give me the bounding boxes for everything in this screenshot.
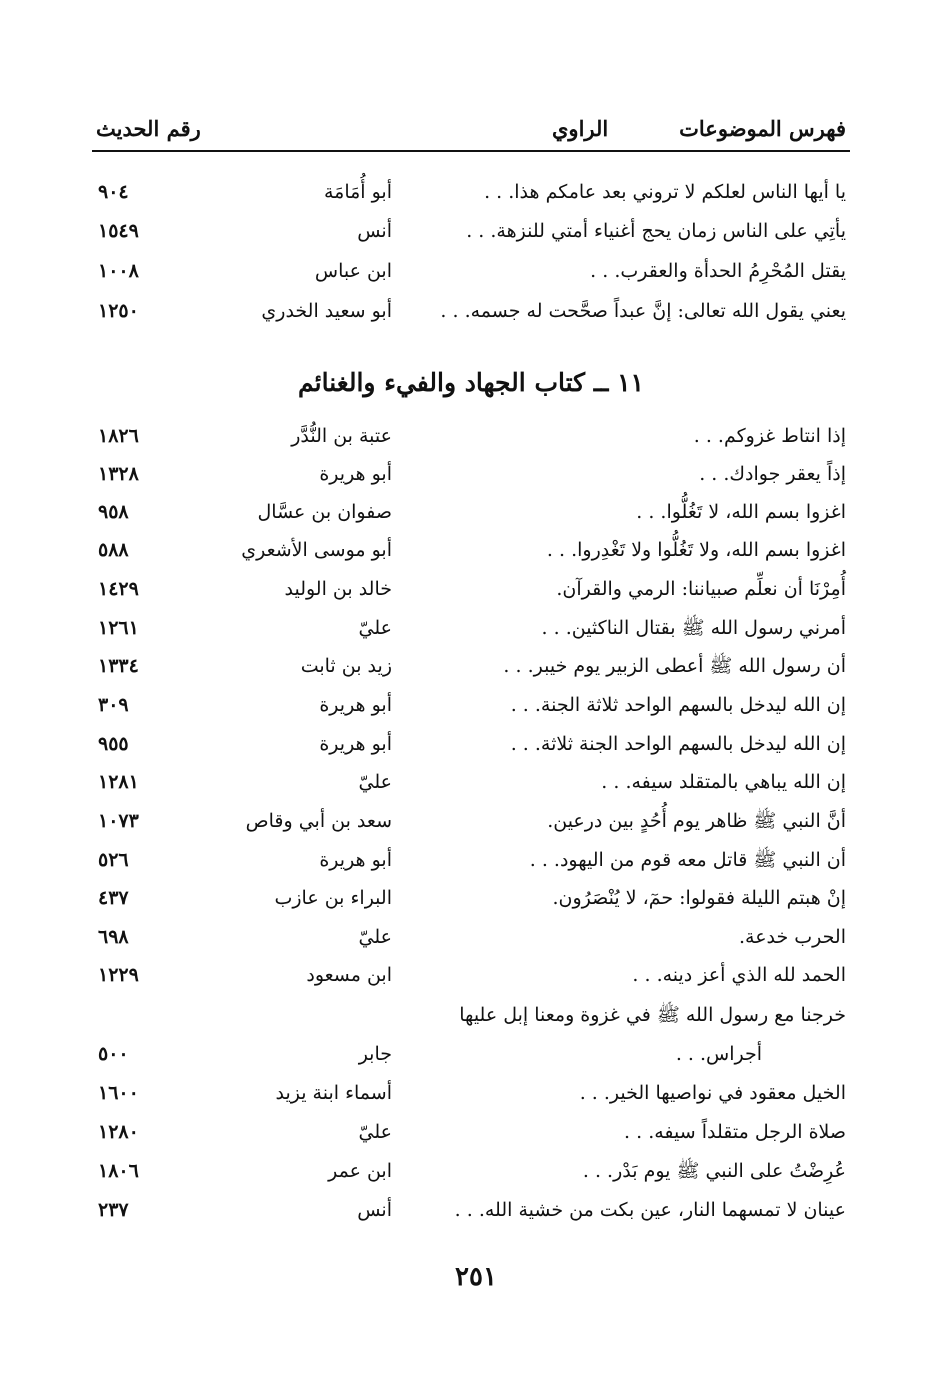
index-entry: [92, 1195, 850, 1231]
index-entry: [92, 296, 850, 332]
entry-text: إنْ هبتم الليلة فقولوا: حمٓ، لا يُنْصَرُون.: [552, 887, 846, 909]
index-header: [92, 108, 850, 152]
entry-narrator: أبو أُمَامَة: [323, 181, 392, 203]
index-entry: [92, 497, 850, 533]
index-entry: [92, 535, 850, 571]
entry-number: ٩٥٨: [98, 501, 129, 523]
section-title: ١١ ــ كتاب الجهاد والفيء والغنائم: [298, 368, 644, 397]
entry-text: إذا انتاط غزوكم. . .: [693, 425, 846, 447]
entry-number: ١٨٠٦: [98, 1160, 139, 1182]
entry-text: يا أيها الناس لعلكم لا تروني بعد عامكم هذا. . .: [484, 181, 846, 203]
entry-narrator: ابن عمر: [328, 1160, 392, 1182]
entry-text: عينان لا تمسهما النار، عين بكت من خشية الله. . .: [454, 1199, 846, 1221]
entry-number: ٦٩٨: [98, 926, 129, 948]
entry-narrator: سعد بن أبي وقاص: [245, 810, 392, 832]
entry-narrator: أبو هريرة: [319, 733, 392, 755]
index-entry: [92, 613, 850, 649]
index-entry: [92, 883, 850, 919]
entry-text: اغزوا بسم الله، لا تَغُلُّوا. . .: [636, 501, 846, 523]
index-entry: [92, 421, 850, 457]
entry-number: ١٠٧٣: [98, 810, 139, 832]
entry-narrator: خالد بن الوليد: [284, 578, 392, 600]
number-column-heading: رقم الحديث: [96, 116, 201, 141]
entry-narrator: أنس: [357, 1199, 392, 1221]
entry-narrator: أبو سعيد الخدري: [261, 300, 392, 322]
entry-number: ١٥٤٩: [98, 220, 139, 242]
entry-number: ١٠٠٨: [98, 260, 139, 282]
entry-narrator: عليّ: [358, 771, 392, 793]
entry-text: اغزوا بسم الله، ولا تَغُلُّوا ولا تَغْدِروا. . .: [546, 539, 846, 561]
entry-number: ١٨٢٦: [98, 425, 139, 447]
entry-text: أُمِرْنَا أن نعلِّم صبياننا: الرمي والقرآن.: [556, 578, 846, 600]
entry-text: يقتل المُحْرِمُ الحدأة والعقرب. . .: [590, 260, 846, 282]
entry-narrator: عليّ: [358, 617, 392, 639]
index-entry: [92, 729, 850, 765]
index-entry: [92, 806, 850, 842]
entry-number: ٤٣٧: [98, 887, 129, 909]
entry-number: ٥٠٠: [98, 1043, 129, 1065]
entry-number: ١٢٦١: [98, 617, 139, 639]
index-entry: [92, 651, 850, 687]
index-entry: [92, 256, 850, 292]
entry-number: ١٤٢٩: [98, 578, 139, 600]
entry-text: إن الله ليدخل بالسهم الواحد ثلاثة الجنة. . .: [510, 694, 846, 716]
narrator-column-heading: الراوي: [552, 116, 609, 141]
topic-column-heading: فهرس الموضوعات: [679, 116, 846, 141]
index-entry: [92, 1117, 850, 1153]
index-entry: [92, 1078, 850, 1114]
entry-text: أجراس. . .: [675, 1043, 762, 1065]
entry-narrator: أبو موسى الأشعري: [241, 539, 392, 561]
index-entry: [92, 845, 850, 881]
entry-narrator: أنس: [357, 220, 392, 242]
index-entry: [92, 1039, 850, 1075]
entry-number: ٢٣٧: [98, 1199, 129, 1221]
entry-number: ١٣٣٤: [98, 655, 139, 677]
entry-number: ١٣٢٨: [98, 463, 139, 485]
entry-text: الحرب خدعة.: [738, 926, 846, 948]
entry-text: يعني يقول الله تعالى: إنَّ عبداً صحَّحت له جسمه. . .: [440, 300, 846, 322]
entry-number: ٣٠٩: [98, 694, 129, 716]
entry-narrator: أسماء ابنة يزيد: [275, 1082, 392, 1104]
entry-narrator: عليّ: [358, 1121, 392, 1143]
index-entry: [92, 216, 850, 252]
entry-narrator: أبو هريرة: [319, 849, 392, 871]
entry-text: صلاة الرجل متقلداً سيفه. . .: [624, 1121, 846, 1143]
index-entry: [92, 690, 850, 726]
index-entry: [92, 922, 850, 958]
index-entry: [92, 1000, 850, 1036]
entry-narrator: عليّ: [358, 926, 392, 948]
entry-narrator: زيد بن ثابت: [300, 655, 392, 677]
entry-text: إن الله ليدخل بالسهم الواحد الجنة ثلاثة. . .: [510, 733, 846, 755]
index-entry: [92, 574, 850, 610]
entry-number: ١٢٢٩: [98, 964, 139, 986]
entry-narrator: ابن مسعود: [306, 964, 392, 986]
entry-number: ٩٠٤: [98, 181, 129, 203]
entry-narrator: البراء بن عازب: [274, 887, 392, 909]
entry-text: أن النبي ﷺ قاتل معه قوم من اليهود. . .: [529, 849, 846, 871]
entry-number: ١٦٠٠: [98, 1082, 139, 1104]
entry-narrator: جابر: [358, 1043, 392, 1065]
index-entry: [92, 960, 850, 996]
entry-text: أنَّ النبي ﷺ ظاهر يوم أُحُدٍ بين درعين.: [547, 810, 846, 832]
index-entry: [92, 767, 850, 803]
entry-number: ١٢٥٠: [98, 300, 139, 322]
entry-text: أمرني رسول الله ﷺ بقتال الناكثين. . .: [541, 617, 846, 639]
entry-narrator: ابن عباس: [314, 260, 392, 282]
entry-number: ٩٥٥: [98, 733, 129, 755]
entry-narrator: أبو هريرة: [319, 463, 392, 485]
entry-narrator: أبو هريرة: [319, 694, 392, 716]
entry-text: إن الله يباهي بالمتقلد سيفه. . .: [601, 771, 846, 793]
entry-text: يأتِي على الناس زمان يحج أغنياء أمتي للنزهة. . .: [466, 220, 846, 242]
index-entry: [92, 177, 850, 213]
entry-text: الحمد لله الذي أعز دينه. . .: [632, 964, 846, 986]
entry-number: ٥٢٦: [98, 849, 129, 871]
entry-number: ١٢٨١: [98, 771, 139, 793]
entry-text: أن رسول الله ﷺ أعطى الزبير يوم خيبر. . .: [503, 655, 846, 677]
index-entry: [92, 1156, 850, 1192]
entry-text: إذاً يعقر جوادك. . .: [699, 463, 846, 485]
entry-number: ١٢٨٠: [98, 1121, 139, 1143]
entry-number: ٥٨٨: [98, 539, 129, 561]
entry-narrator: عتبة بن النُّدَّر: [291, 425, 392, 447]
page-number: ٢٥١: [455, 1262, 497, 1292]
entry-text: خرجنا مع رسول الله ﷺ في غزوة ومعنا إبل عليها: [459, 1004, 846, 1026]
entry-narrator: صفوان بن عسَّال: [257, 501, 392, 523]
index-entry: [92, 459, 850, 495]
entry-text: عُرِضْتُ على النبي ﷺ يوم بَدْر. . .: [582, 1160, 846, 1182]
entry-text: الخيل معقود في نواصيها الخير. . .: [579, 1082, 846, 1104]
